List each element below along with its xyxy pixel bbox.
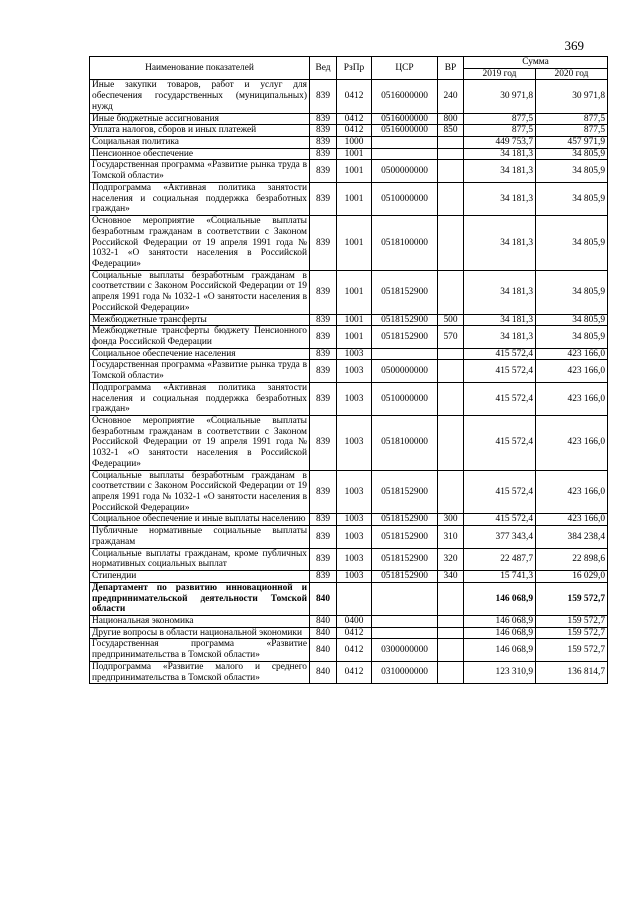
cell-csr: 0500000000 bbox=[372, 360, 438, 382]
cell-sum-2019: 34 181,3 bbox=[464, 326, 536, 348]
cell-csr: 0518152900 bbox=[372, 326, 438, 348]
cell-rzpr: 1001 bbox=[337, 326, 372, 348]
cell-csr: 0518152900 bbox=[372, 270, 438, 314]
table-row bbox=[90, 639, 608, 661]
table-row bbox=[90, 160, 608, 182]
cell-csr: 0518100000 bbox=[372, 216, 438, 271]
header-ved: Вед bbox=[310, 57, 337, 80]
cell-name: Иные закупки товаров, работ и услуг для обеспечения государственных (муниципальных) нужд bbox=[90, 80, 310, 113]
cell-sum-2020: 159 572,7 bbox=[536, 639, 608, 661]
header-year-2019: 2019 год bbox=[464, 68, 536, 80]
cell-ved: 839 bbox=[310, 270, 337, 314]
cell-sum-2020: 877,5 bbox=[536, 113, 608, 125]
cell-csr: 0518100000 bbox=[372, 416, 438, 471]
table-row bbox=[90, 526, 608, 548]
cell-vr bbox=[438, 360, 464, 382]
cell-sum-2020: 34 805,9 bbox=[536, 270, 608, 314]
cell-ved: 839 bbox=[310, 548, 337, 570]
cell-rzpr: 1003 bbox=[337, 571, 372, 583]
cell-vr bbox=[438, 416, 464, 471]
cell-sum-2020: 34 805,9 bbox=[536, 326, 608, 348]
cell-csr bbox=[372, 582, 438, 615]
cell-rzpr: 0412 bbox=[337, 661, 372, 683]
cell-sum-2019: 415 572,4 bbox=[464, 514, 536, 526]
cell-vr bbox=[438, 160, 464, 182]
table-row bbox=[90, 661, 608, 683]
cell-sum-2020: 34 805,9 bbox=[536, 148, 608, 160]
cell-csr: 0518152900 bbox=[372, 514, 438, 526]
cell-sum-2020: 159 572,7 bbox=[536, 627, 608, 639]
cell-vr bbox=[438, 661, 464, 683]
cell-csr: 0518152900 bbox=[372, 526, 438, 548]
cell-rzpr: 1003 bbox=[337, 514, 372, 526]
table-row bbox=[90, 514, 608, 526]
cell-name: Стипендии bbox=[90, 571, 310, 583]
table-row bbox=[90, 125, 608, 137]
table-row bbox=[90, 470, 608, 514]
cell-csr bbox=[372, 615, 438, 627]
cell-sum-2019: 22 487,7 bbox=[464, 548, 536, 570]
table-row bbox=[90, 360, 608, 382]
cell-csr: 0510000000 bbox=[372, 182, 438, 215]
cell-name: Уплата налогов, сборов и иных платежей bbox=[90, 125, 310, 137]
cell-vr bbox=[438, 615, 464, 627]
cell-sum-2019: 877,5 bbox=[464, 113, 536, 125]
cell-csr: 0516000000 bbox=[372, 125, 438, 137]
cell-vr bbox=[438, 470, 464, 514]
cell-rzpr: 1001 bbox=[337, 216, 372, 271]
cell-name: Пенсионное обеспечение bbox=[90, 148, 310, 160]
cell-sum-2020: 30 971,8 bbox=[536, 80, 608, 113]
table-row bbox=[90, 571, 608, 583]
cell-sum-2019: 146 068,9 bbox=[464, 639, 536, 661]
cell-ved: 839 bbox=[310, 571, 337, 583]
table-row bbox=[90, 270, 608, 314]
cell-name: Межбюджетные трансферты bbox=[90, 314, 310, 326]
cell-sum-2020: 159 572,7 bbox=[536, 582, 608, 615]
table-row bbox=[90, 348, 608, 360]
cell-sum-2019: 415 572,4 bbox=[464, 348, 536, 360]
cell-vr bbox=[438, 148, 464, 160]
cell-csr bbox=[372, 137, 438, 149]
cell-sum-2019: 34 181,3 bbox=[464, 148, 536, 160]
cell-sum-2019: 146 068,9 bbox=[464, 627, 536, 639]
cell-ved: 839 bbox=[310, 80, 337, 113]
cell-vr: 850 bbox=[438, 125, 464, 137]
cell-ved: 839 bbox=[310, 360, 337, 382]
cell-name: Подпрограмма «Развитие малого и среднего предпринимательства в Томской области» bbox=[90, 661, 310, 683]
cell-ved: 839 bbox=[310, 113, 337, 125]
cell-sum-2020: 423 166,0 bbox=[536, 348, 608, 360]
cell-vr bbox=[438, 137, 464, 149]
cell-ved: 839 bbox=[310, 382, 337, 415]
cell-vr: 500 bbox=[438, 314, 464, 326]
cell-vr: 800 bbox=[438, 113, 464, 125]
cell-sum-2019: 30 971,8 bbox=[464, 80, 536, 113]
cell-rzpr: 1001 bbox=[337, 182, 372, 215]
cell-sum-2020: 34 805,9 bbox=[536, 182, 608, 215]
cell-sum-2019: 123 310,9 bbox=[464, 661, 536, 683]
cell-ved: 839 bbox=[310, 326, 337, 348]
cell-ved: 839 bbox=[310, 314, 337, 326]
table-body bbox=[90, 80, 608, 684]
cell-csr: 0310000000 bbox=[372, 661, 438, 683]
cell-name: Социальные выплаты безработным гражданам в соответствии с Законом Российской Федерации от 19 апреля 1991 года № 1032-1 «О занятости населения в Российской Федерации» bbox=[90, 270, 310, 314]
cell-name: Подпрограмма «Активная политика занятости населения и социальная поддержка безработных граждан» bbox=[90, 182, 310, 215]
cell-sum-2020: 457 971,9 bbox=[536, 137, 608, 149]
cell-vr: 310 bbox=[438, 526, 464, 548]
cell-sum-2020: 34 805,9 bbox=[536, 216, 608, 271]
cell-sum-2019: 415 572,4 bbox=[464, 382, 536, 415]
cell-name: Государственная программа «Развитие рынка труда в Томской области» bbox=[90, 160, 310, 182]
cell-rzpr: 1001 bbox=[337, 160, 372, 182]
cell-name: Другие вопросы в области национальной экономики bbox=[90, 627, 310, 639]
header-csr: ЦСР bbox=[372, 57, 438, 80]
cell-name: Иные бюджетные ассигнования bbox=[90, 113, 310, 125]
cell-csr bbox=[372, 348, 438, 360]
cell-csr: 0518152900 bbox=[372, 548, 438, 570]
cell-csr: 0518152900 bbox=[372, 571, 438, 583]
cell-rzpr: 1003 bbox=[337, 526, 372, 548]
cell-csr bbox=[372, 627, 438, 639]
cell-sum-2019: 34 181,3 bbox=[464, 314, 536, 326]
cell-vr bbox=[438, 182, 464, 215]
cell-sum-2020: 877,5 bbox=[536, 125, 608, 137]
cell-ved: 839 bbox=[310, 348, 337, 360]
table-row bbox=[90, 216, 608, 271]
cell-ved: 839 bbox=[310, 148, 337, 160]
cell-rzpr: 1001 bbox=[337, 148, 372, 160]
table-row bbox=[90, 416, 608, 471]
cell-vr: 300 bbox=[438, 514, 464, 526]
cell-name: Межбюджетные трансферты бюджету Пенсионного фонда Российской Федерации bbox=[90, 326, 310, 348]
cell-name: Национальная экономика bbox=[90, 615, 310, 627]
table-row bbox=[90, 326, 608, 348]
cell-sum-2019: 146 068,9 bbox=[464, 582, 536, 615]
cell-ved: 839 bbox=[310, 470, 337, 514]
cell-vr bbox=[438, 627, 464, 639]
cell-sum-2019: 15 741,3 bbox=[464, 571, 536, 583]
cell-sum-2019: 415 572,4 bbox=[464, 416, 536, 471]
cell-sum-2020: 22 898,6 bbox=[536, 548, 608, 570]
cell-rzpr: 1003 bbox=[337, 360, 372, 382]
cell-ved: 839 bbox=[310, 182, 337, 215]
cell-name: Государственная программа «Развитие предпринимательства в Томской области» bbox=[90, 639, 310, 661]
header-sum: Сумма bbox=[464, 57, 608, 69]
cell-ved: 839 bbox=[310, 125, 337, 137]
cell-csr: 0500000000 bbox=[372, 160, 438, 182]
cell-ved: 839 bbox=[310, 526, 337, 548]
cell-rzpr: 0400 bbox=[337, 615, 372, 627]
cell-sum-2020: 16 029,0 bbox=[536, 571, 608, 583]
cell-ved: 840 bbox=[310, 582, 337, 615]
cell-ved: 839 bbox=[310, 416, 337, 471]
cell-csr: 0516000000 bbox=[372, 80, 438, 113]
cell-name: Социальное обеспечение и иные выплаты населению bbox=[90, 514, 310, 526]
cell-rzpr: 0412 bbox=[337, 125, 372, 137]
cell-rzpr: 0412 bbox=[337, 627, 372, 639]
cell-vr bbox=[438, 348, 464, 360]
cell-csr bbox=[372, 148, 438, 160]
cell-ved: 839 bbox=[310, 514, 337, 526]
cell-rzpr: 1003 bbox=[337, 382, 372, 415]
page-number: 369 bbox=[564, 38, 584, 53]
cell-name: Социальные выплаты безработным гражданам в соответствии с Законом Российской Федерации от 19 апреля 1991 года № 1032-1 «О занятости населения в Российской Федерации» bbox=[90, 470, 310, 514]
cell-sum-2019: 146 068,9 bbox=[464, 615, 536, 627]
cell-csr: 0300000000 bbox=[372, 639, 438, 661]
cell-sum-2019: 449 753,7 bbox=[464, 137, 536, 149]
header-vr: ВР bbox=[438, 57, 464, 80]
header-rzpr: РзПр bbox=[337, 57, 372, 80]
cell-rzpr: 1003 bbox=[337, 348, 372, 360]
header-year-2020: 2020 год bbox=[536, 68, 608, 80]
cell-csr: 0518152900 bbox=[372, 314, 438, 326]
cell-rzpr: 1001 bbox=[337, 270, 372, 314]
table-row bbox=[90, 582, 608, 615]
cell-sum-2019: 415 572,4 bbox=[464, 470, 536, 514]
cell-vr bbox=[438, 216, 464, 271]
cell-vr bbox=[438, 639, 464, 661]
cell-csr: 0516000000 bbox=[372, 113, 438, 125]
cell-sum-2019: 34 181,3 bbox=[464, 182, 536, 215]
cell-rzpr: 1003 bbox=[337, 548, 372, 570]
table-row bbox=[90, 382, 608, 415]
table-row bbox=[90, 615, 608, 627]
cell-rzpr: 1003 bbox=[337, 470, 372, 514]
table-row bbox=[90, 314, 608, 326]
cell-name: Государственная программа «Развитие рынка труда в Томской области» bbox=[90, 360, 310, 382]
cell-name: Основное мероприятие «Социальные выплаты безработным гражданам в соответствии с Законом Российской Федерации от 19 апреля 1991 года № 1032-1 «О занятости населения в Российской Федерации» bbox=[90, 416, 310, 471]
cell-vr bbox=[438, 382, 464, 415]
cell-sum-2020: 423 166,0 bbox=[536, 382, 608, 415]
cell-ved: 840 bbox=[310, 661, 337, 683]
cell-sum-2020: 423 166,0 bbox=[536, 470, 608, 514]
table-row bbox=[90, 113, 608, 125]
cell-name: Подпрограмма «Активная политика занятости населения и социальная поддержка безработных граждан» bbox=[90, 382, 310, 415]
cell-ved: 839 bbox=[310, 216, 337, 271]
cell-rzpr: 1000 bbox=[337, 137, 372, 149]
cell-csr: 0518152900 bbox=[372, 470, 438, 514]
cell-name: Основное мероприятие «Социальные выплаты безработным гражданам в соответствии с Законом Российской Федерации от 19 апреля 1991 года № 1032-1 «О занятости населения в Российской Федерации» bbox=[90, 216, 310, 271]
cell-rzpr: 0412 bbox=[337, 639, 372, 661]
cell-csr: 0510000000 bbox=[372, 382, 438, 415]
table-row bbox=[90, 148, 608, 160]
cell-vr: 320 bbox=[438, 548, 464, 570]
cell-sum-2020: 423 166,0 bbox=[536, 514, 608, 526]
cell-vr bbox=[438, 582, 464, 615]
cell-name: Социальное обеспечение населения bbox=[90, 348, 310, 360]
cell-sum-2020: 34 805,9 bbox=[536, 160, 608, 182]
cell-ved: 840 bbox=[310, 627, 337, 639]
cell-sum-2019: 377 343,4 bbox=[464, 526, 536, 548]
cell-sum-2020: 159 572,7 bbox=[536, 615, 608, 627]
cell-rzpr bbox=[337, 582, 372, 615]
cell-name: Публичные нормативные социальные выплаты гражданам bbox=[90, 526, 310, 548]
cell-ved: 840 bbox=[310, 639, 337, 661]
table-row bbox=[90, 137, 608, 149]
cell-sum-2019: 34 181,3 bbox=[464, 270, 536, 314]
cell-vr bbox=[438, 270, 464, 314]
table-row bbox=[90, 548, 608, 570]
header-name: Наименование показателей bbox=[90, 57, 310, 80]
cell-sum-2020: 384 238,4 bbox=[536, 526, 608, 548]
cell-name: Социальные выплаты гражданам, кроме публичных нормативных социальных выплат bbox=[90, 548, 310, 570]
cell-ved: 839 bbox=[310, 137, 337, 149]
cell-rzpr: 1001 bbox=[337, 314, 372, 326]
table-row bbox=[90, 627, 608, 639]
cell-rzpr: 1003 bbox=[337, 416, 372, 471]
cell-sum-2019: 34 181,3 bbox=[464, 160, 536, 182]
table-row bbox=[90, 80, 608, 113]
cell-name: Департамент по развитию инновационной и предпринимательской деятельности Томской области bbox=[90, 582, 310, 615]
cell-sum-2019: 34 181,3 bbox=[464, 216, 536, 271]
cell-name: Социальная политика bbox=[90, 137, 310, 149]
cell-vr: 570 bbox=[438, 326, 464, 348]
cell-sum-2020: 423 166,0 bbox=[536, 360, 608, 382]
cell-vr: 340 bbox=[438, 571, 464, 583]
cell-rzpr: 0412 bbox=[337, 113, 372, 125]
table-row bbox=[90, 182, 608, 215]
cell-sum-2019: 415 572,4 bbox=[464, 360, 536, 382]
table-header-row bbox=[90, 57, 608, 69]
cell-sum-2019: 877,5 bbox=[464, 125, 536, 137]
cell-sum-2020: 136 814,7 bbox=[536, 661, 608, 683]
cell-sum-2020: 34 805,9 bbox=[536, 314, 608, 326]
cell-ved: 840 bbox=[310, 615, 337, 627]
cell-sum-2020: 423 166,0 bbox=[536, 416, 608, 471]
cell-rzpr: 0412 bbox=[337, 80, 372, 113]
cell-ved: 839 bbox=[310, 160, 337, 182]
cell-vr: 240 bbox=[438, 80, 464, 113]
budget-table bbox=[89, 56, 608, 684]
